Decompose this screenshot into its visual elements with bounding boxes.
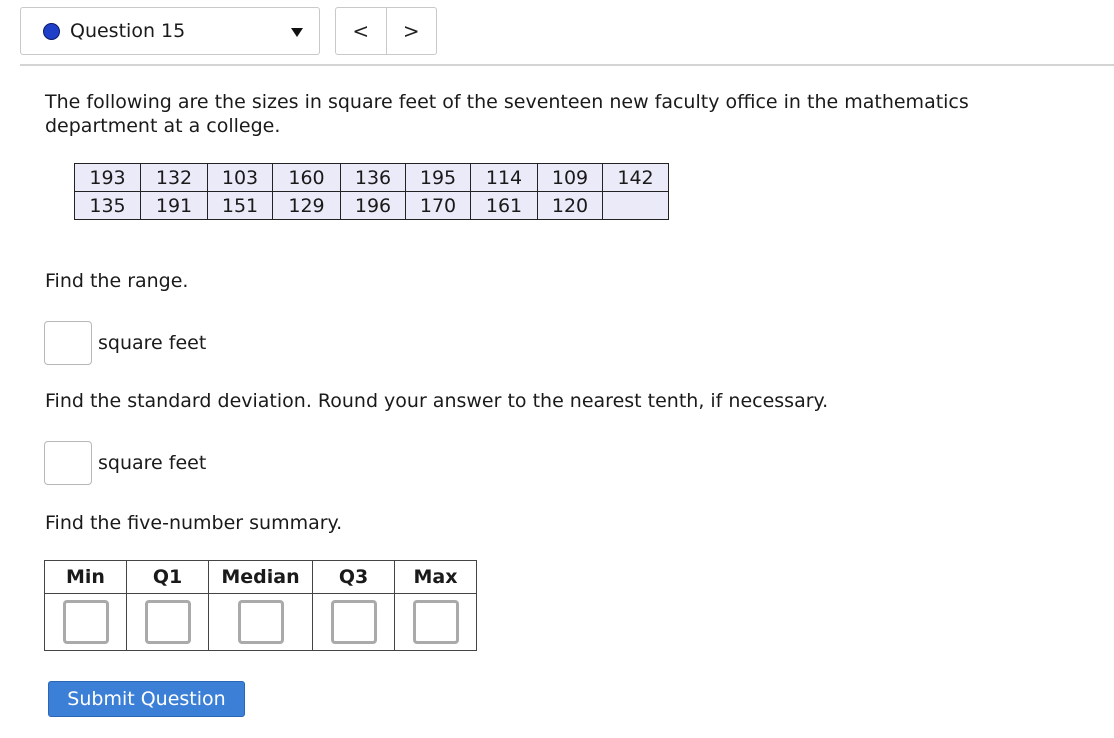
table-cell: 109 [538, 164, 603, 192]
stdev-unit-label: square feet [98, 452, 207, 474]
status-dot-icon [43, 23, 60, 40]
question-prompt: The following are the sizes in square feet of the seventeen new faculty office in the mathematics department at a college. [45, 91, 969, 137]
question-label: Question 15 [70, 20, 186, 42]
table-cell: 160 [273, 164, 341, 192]
table-cell: 135 [75, 192, 141, 220]
stdev-input[interactable] [44, 441, 92, 485]
data-table [74, 163, 669, 220]
table-cell: 170 [406, 192, 471, 220]
five-number-question: Find the five-number summary. [45, 512, 343, 534]
header-max: Max [395, 561, 477, 594]
range-answer-row [44, 320, 206, 366]
header-median: Median [209, 561, 313, 594]
table-row [75, 164, 669, 192]
table-cell: 161 [471, 192, 538, 220]
min-input[interactable] [63, 600, 109, 644]
q1-input[interactable] [145, 600, 191, 644]
table-row [75, 192, 669, 220]
table-cell: 103 [208, 164, 273, 192]
five-number-table [44, 560, 477, 651]
q3-input[interactable] [331, 600, 377, 644]
table-cell: 191 [141, 192, 208, 220]
table-cell: 142 [603, 164, 669, 192]
chevron-right-icon: > [402, 19, 420, 43]
previous-question-button[interactable] [336, 8, 387, 54]
table-cell: 193 [75, 164, 141, 192]
question-nav [335, 7, 437, 55]
table-cell: 151 [208, 192, 273, 220]
table-cell: 114 [471, 164, 538, 192]
dropdown-triangle-icon [291, 28, 303, 37]
table-cell [603, 192, 669, 220]
table-cell: 195 [406, 164, 471, 192]
next-question-button[interactable] [387, 8, 437, 54]
question-selector[interactable] [20, 7, 320, 55]
table-cell: 136 [341, 164, 406, 192]
chevron-left-icon: < [352, 19, 370, 43]
range-unit-label: square feet [98, 332, 207, 354]
stdev-question: Find the standard deviation. Round your answer to the nearest tenth, if necessary. [45, 390, 829, 412]
table-header-row [45, 561, 477, 594]
median-input[interactable] [238, 600, 284, 644]
header-min: Min [45, 561, 127, 594]
range-question: Find the range. [45, 270, 189, 292]
stdev-answer-row [44, 440, 206, 486]
table-cell: 129 [273, 192, 341, 220]
table-row [45, 594, 477, 651]
table-cell: 132 [141, 164, 208, 192]
submit-question-button[interactable]: Submit Question [48, 681, 245, 717]
header-q3: Q3 [313, 561, 395, 594]
max-input[interactable] [413, 600, 459, 644]
header-q1: Q1 [127, 561, 209, 594]
table-cell: 120 [538, 192, 603, 220]
header-divider [20, 64, 1114, 66]
table-cell: 196 [341, 192, 406, 220]
range-input[interactable] [44, 321, 92, 365]
